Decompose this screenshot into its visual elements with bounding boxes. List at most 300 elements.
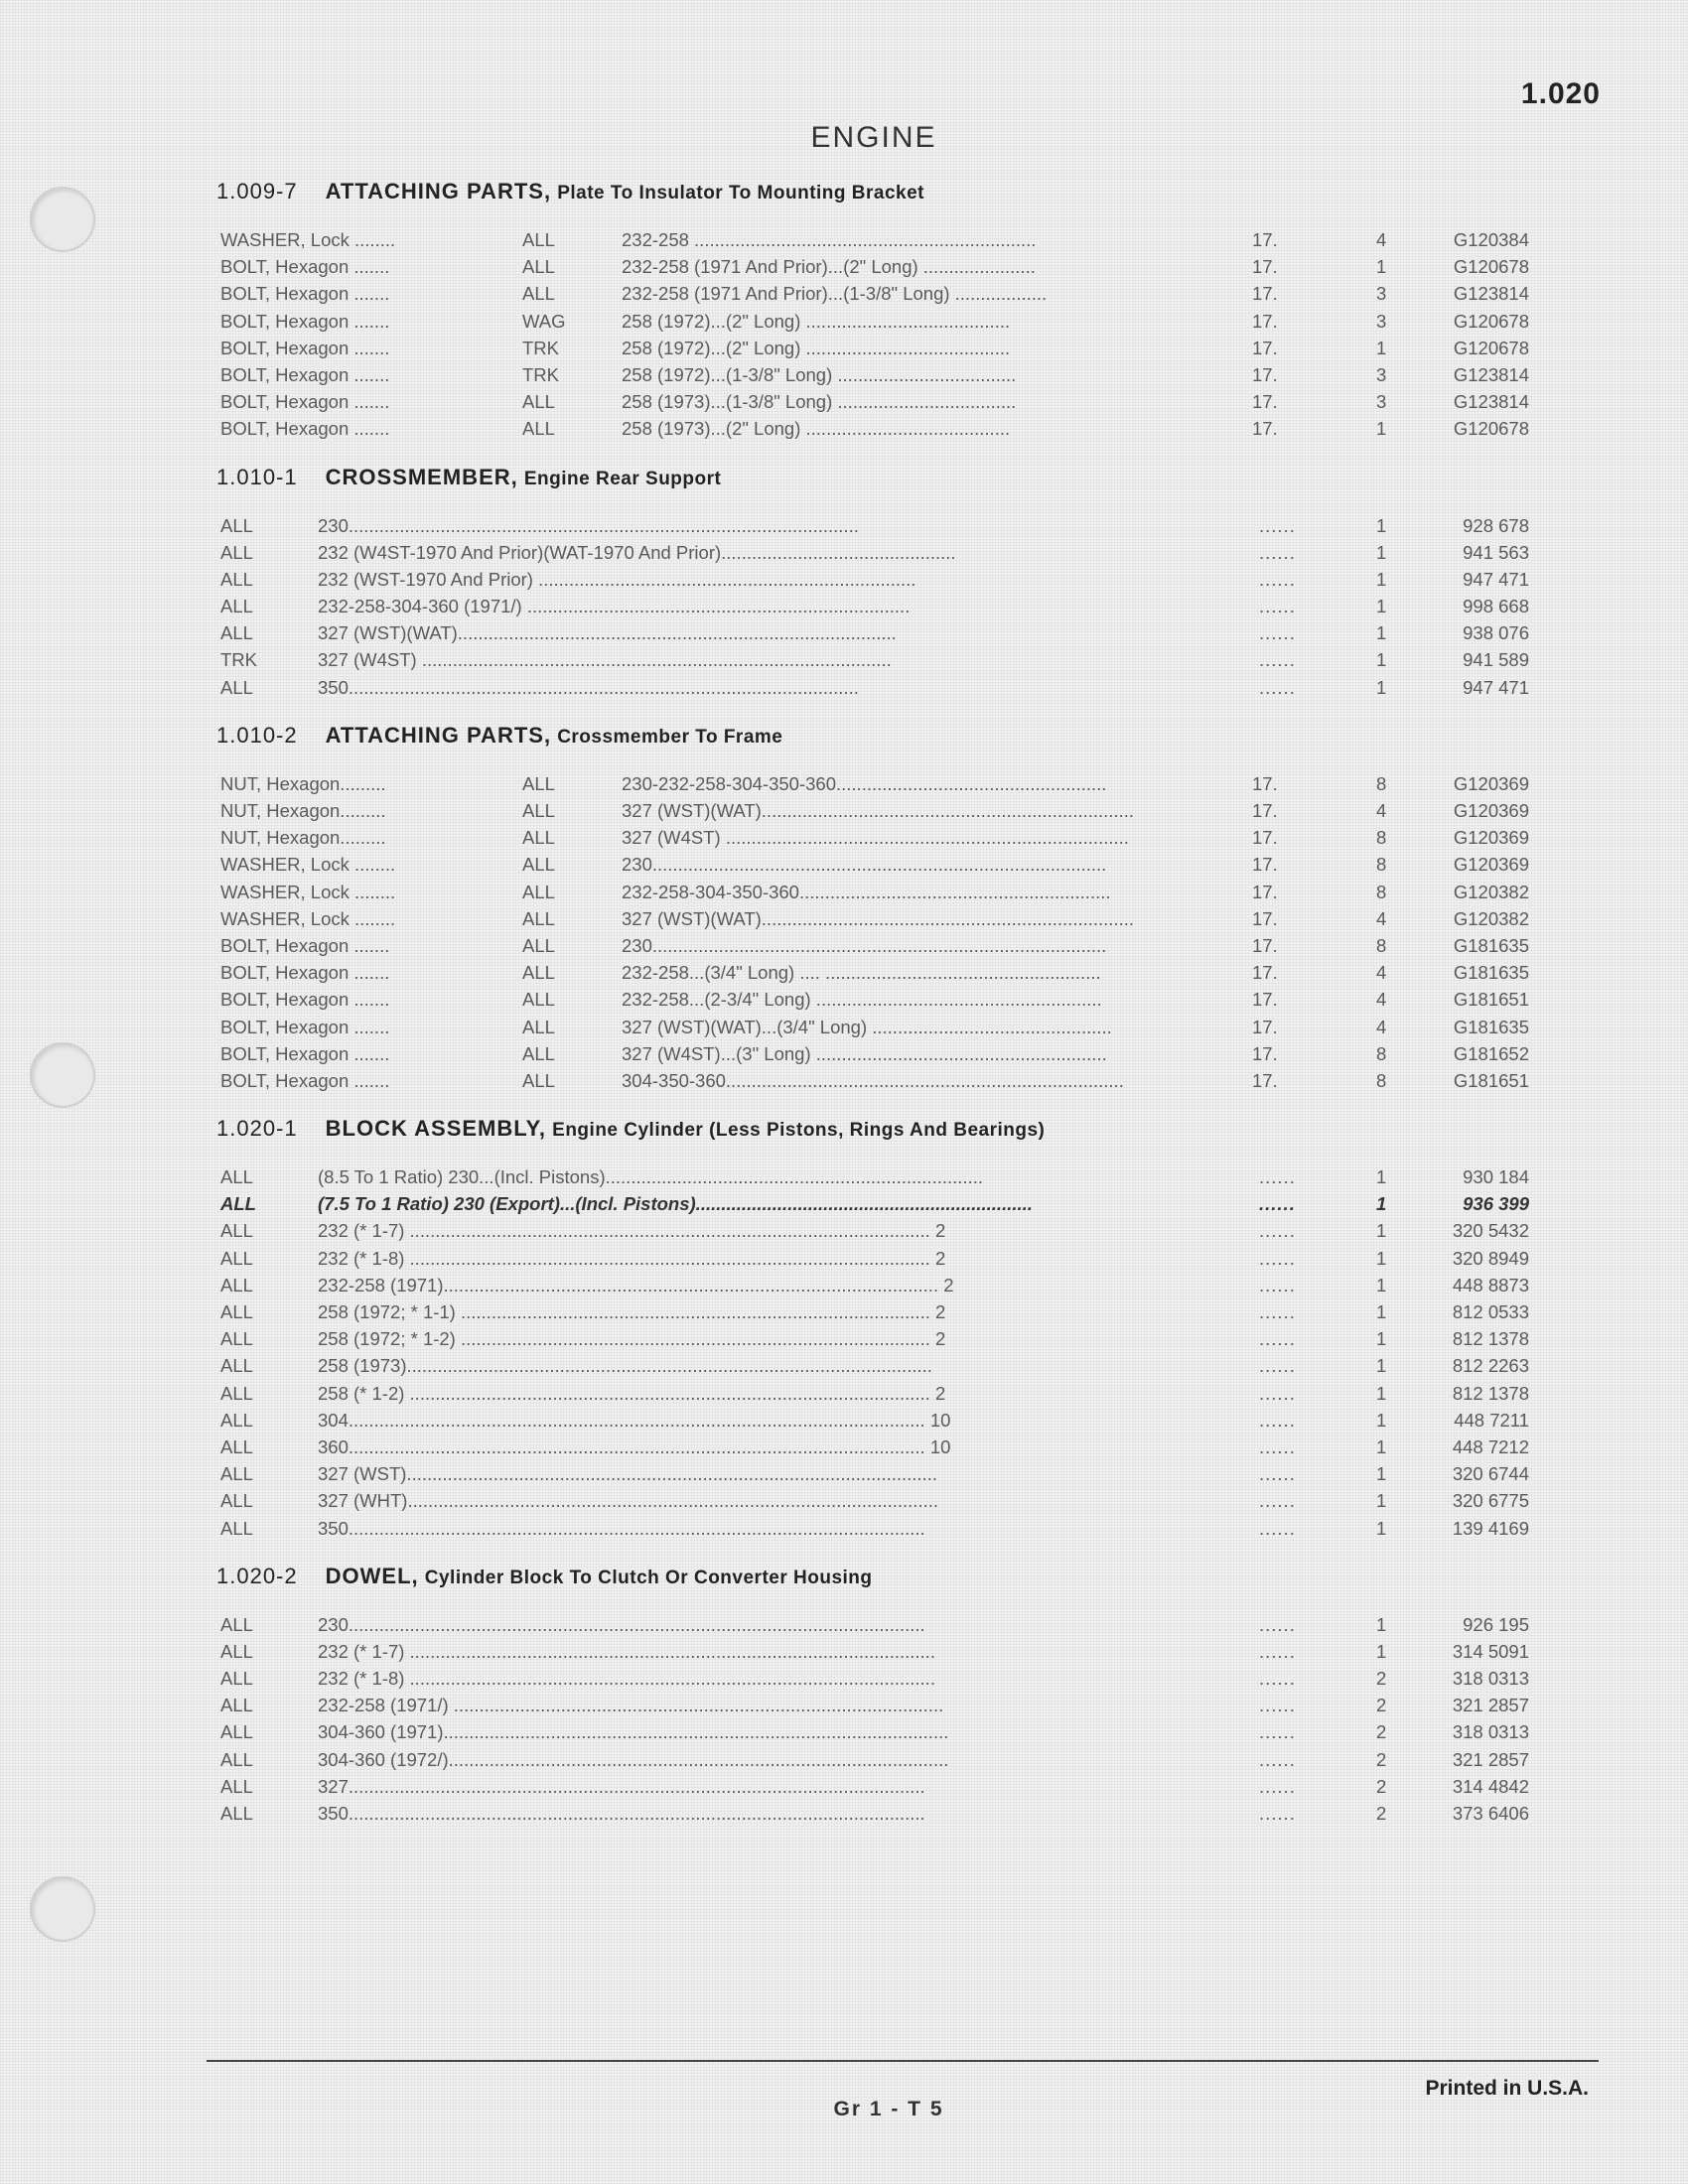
quantity: 1 xyxy=(1376,418,1387,440)
quantity: 1 xyxy=(1376,649,1387,671)
part-number: G120678 xyxy=(1453,418,1529,440)
model-code: ALL xyxy=(522,934,555,956)
parts-row xyxy=(216,797,1537,824)
group-number: 17. xyxy=(1252,989,1278,1011)
model-code: ALL xyxy=(220,622,253,644)
quantity: 2 xyxy=(1376,1803,1387,1824)
page-number: 1.020 xyxy=(1520,77,1601,110)
group-number: 17. xyxy=(1252,1016,1278,1037)
application-desc: 350.................................................................................................... xyxy=(318,676,859,698)
application-desc: 258 (1973)....................................................................................................... xyxy=(318,1355,932,1377)
model-code: ALL xyxy=(522,907,555,929)
application-desc: 327 (WST)(WAT)......................................................................... xyxy=(622,800,1135,821)
group-leader: ...... xyxy=(1259,596,1296,617)
quantity: 1 xyxy=(1376,1435,1387,1457)
model-code: ALL xyxy=(220,1640,253,1662)
part-name: WASHER, Lock ........ xyxy=(220,229,396,250)
application-desc: (8.5 To 1 Ratio) 230...(Incl. Pistons).......................................................................... xyxy=(318,1166,983,1188)
parts-row xyxy=(216,619,1537,646)
model-code: ALL xyxy=(220,1463,253,1485)
part-number: 938 076 xyxy=(1463,622,1529,644)
parts-row xyxy=(216,1746,1537,1773)
model-code: ALL xyxy=(220,1613,253,1635)
quantity: 3 xyxy=(1376,363,1387,385)
model-code: ALL xyxy=(522,827,555,849)
part-name: BOLT, Hexagon ....... xyxy=(220,418,390,440)
section-title-main: ATTACHING PARTS, xyxy=(325,179,552,204)
group-leader: ...... xyxy=(1259,568,1296,590)
section-subtitle: Crossmember To Frame xyxy=(557,726,783,748)
part-name: NUT, Hexagon......... xyxy=(220,772,386,794)
part-name: BOLT, Hexagon ....... xyxy=(220,934,390,956)
parts-row xyxy=(216,539,1537,566)
parts-row xyxy=(216,1611,1537,1638)
parts-row xyxy=(216,1298,1537,1325)
parts-row xyxy=(216,1665,1537,1692)
quantity: 2 xyxy=(1376,1668,1387,1690)
quantity: 1 xyxy=(1376,1382,1387,1404)
application-desc: 232 (W4ST-1970 And Prior)(WAT-1970 And Prior).............................................. xyxy=(318,541,956,563)
model-code: ALL xyxy=(220,1220,253,1242)
part-number: 314 5091 xyxy=(1452,1640,1529,1662)
part-number: 941 589 xyxy=(1463,649,1529,671)
part-number: 320 5432 xyxy=(1452,1220,1529,1242)
part-number: 926 195 xyxy=(1463,1613,1529,1635)
application-desc: 232-258 (1971/) ................................................................................................ xyxy=(318,1695,944,1716)
quantity: 1 xyxy=(1376,1247,1387,1269)
quantity: 8 xyxy=(1376,934,1387,956)
quantity: 3 xyxy=(1376,310,1387,332)
group-number: 17. xyxy=(1252,310,1278,332)
parts-row xyxy=(216,1515,1537,1542)
group-number: 17. xyxy=(1252,283,1278,305)
group-number: 17. xyxy=(1252,800,1278,821)
section-heading xyxy=(216,465,1537,496)
application-desc: 230-232-258-304-350-360..................................................... xyxy=(622,772,1107,794)
section-spacer xyxy=(216,701,1537,723)
group-leader: ...... xyxy=(1259,649,1296,671)
model-code: ALL xyxy=(522,772,555,794)
group-leader: ...... xyxy=(1259,676,1296,698)
parts-row xyxy=(216,1460,1537,1487)
group-leader: ...... xyxy=(1259,1355,1296,1377)
application-desc: 327 (WST)(WAT)...................................................................................... xyxy=(318,622,897,644)
quantity: 8 xyxy=(1376,1042,1387,1064)
part-number: G120384 xyxy=(1453,229,1529,250)
part-number: 448 8873 xyxy=(1452,1274,1529,1296)
quantity: 1 xyxy=(1376,1640,1387,1662)
quantity: 3 xyxy=(1376,391,1387,413)
group-number: 17. xyxy=(1252,962,1278,984)
group-leader: ...... xyxy=(1259,622,1296,644)
group-leader: ...... xyxy=(1259,1435,1296,1457)
model-code: ALL xyxy=(522,881,555,902)
group-leader: ...... xyxy=(1259,1803,1296,1824)
group-number: 17. xyxy=(1252,934,1278,956)
section-spacer xyxy=(216,1094,1537,1116)
quantity: 1 xyxy=(1376,1301,1387,1322)
application-desc: 232 (* 1-8) ...................................................................................................... 2 xyxy=(318,1247,946,1269)
part-name: NUT, Hexagon......... xyxy=(220,827,386,849)
model-code: ALL xyxy=(220,1193,256,1215)
section-heading xyxy=(216,1564,1537,1595)
application-desc: 232 (WST-1970 And Prior) .......................................................................... xyxy=(318,568,916,590)
binder-hole-bottom xyxy=(30,1876,95,1942)
part-number: 812 0533 xyxy=(1452,1301,1529,1322)
part-number: 320 8949 xyxy=(1452,1247,1529,1269)
quantity: 1 xyxy=(1376,568,1387,590)
parts-row xyxy=(216,646,1537,673)
model-code: ALL xyxy=(522,1016,555,1037)
group-leader: ...... xyxy=(1259,1193,1296,1215)
model-code: ALL xyxy=(220,1517,253,1539)
application-desc: (7.5 To 1 Ratio) 230 (Export)...(Incl. Pistons).................................................................. xyxy=(318,1193,1033,1215)
group-number: 17. xyxy=(1252,391,1278,413)
footer-printed-note: Printed in U.S.A. xyxy=(1425,2077,1589,2100)
part-number: G181635 xyxy=(1453,962,1529,984)
group-number: 17. xyxy=(1252,337,1278,358)
quantity: 1 xyxy=(1376,1355,1387,1377)
part-number: 373 6406 xyxy=(1452,1803,1529,1824)
part-name: NUT, Hexagon......... xyxy=(220,800,386,821)
parts-row xyxy=(216,280,1537,307)
footer-page-code: Gr 1 - T 5 xyxy=(833,2098,944,2120)
model-code: ALL xyxy=(220,1721,253,1743)
model-code: ALL xyxy=(220,1382,253,1404)
quantity: 4 xyxy=(1376,1016,1387,1037)
group-number: 17. xyxy=(1252,907,1278,929)
quantity: 1 xyxy=(1376,1166,1387,1188)
section-title xyxy=(326,1564,873,1589)
part-number: G123814 xyxy=(1453,391,1529,413)
model-code: ALL xyxy=(220,1748,253,1770)
application-desc: 258 (1972)...(2" Long) ........................................ xyxy=(622,310,1011,332)
part-name: BOLT, Hexagon ....... xyxy=(220,310,390,332)
group-leader: ...... xyxy=(1259,1328,1296,1350)
group-leader: ...... xyxy=(1259,1613,1296,1635)
model-code: ALL xyxy=(220,1355,253,1377)
model-code: ALL xyxy=(522,229,555,250)
model-code: ALL xyxy=(220,1775,253,1797)
parts-row xyxy=(216,986,1537,1013)
model-code: ALL xyxy=(220,1695,253,1716)
group-leader: ...... xyxy=(1259,1748,1296,1770)
parts-row xyxy=(216,566,1537,593)
quantity: 1 xyxy=(1376,1613,1387,1635)
model-code: ALL xyxy=(220,541,253,563)
quantity: 8 xyxy=(1376,881,1387,902)
parts-row xyxy=(216,959,1537,986)
parts-row xyxy=(216,905,1537,932)
section-title xyxy=(326,723,783,749)
part-name: BOLT, Hexagon ....... xyxy=(220,337,390,358)
model-code: ALL xyxy=(220,1668,253,1690)
group-leader: ...... xyxy=(1259,1274,1296,1296)
application-desc: 360................................................................................................................. 10 xyxy=(318,1435,951,1457)
section-number: 1.020-1 xyxy=(216,1116,298,1142)
model-code: ALL xyxy=(220,1274,253,1296)
model-code: ALL xyxy=(220,1166,253,1188)
catalog-section xyxy=(216,723,1537,1116)
quantity: 1 xyxy=(1376,541,1387,563)
part-number: G123814 xyxy=(1453,283,1529,305)
model-code: ALL xyxy=(522,256,555,278)
part-number: G181635 xyxy=(1453,934,1529,956)
quantity: 1 xyxy=(1376,1409,1387,1431)
application-desc: 232 (* 1-7) ....................................................................................................... xyxy=(318,1640,935,1662)
group-leader: ...... xyxy=(1259,1301,1296,1322)
section-subtitle: Engine Rear Support xyxy=(523,468,722,489)
part-number: G120678 xyxy=(1453,310,1529,332)
model-code: ALL xyxy=(522,800,555,821)
binder-hole-top xyxy=(30,187,95,252)
part-name: BOLT, Hexagon ....... xyxy=(220,989,390,1011)
parts-row xyxy=(216,1380,1537,1407)
part-number: 998 668 xyxy=(1463,596,1529,617)
part-number: 928 678 xyxy=(1463,514,1529,536)
catalog-section xyxy=(216,1116,1537,1564)
section-spacer xyxy=(216,1827,1537,1848)
section-subtitle: Cylinder Block To Clutch Or Converter Housing xyxy=(424,1567,873,1588)
part-number: 812 1378 xyxy=(1452,1382,1529,1404)
part-number: G120678 xyxy=(1453,337,1529,358)
part-name: WASHER, Lock ........ xyxy=(220,881,396,902)
model-code: ALL xyxy=(220,1328,253,1350)
parts-row xyxy=(216,932,1537,959)
parts-row xyxy=(216,879,1537,905)
group-number: 17. xyxy=(1252,772,1278,794)
part-number: 947 471 xyxy=(1463,676,1529,698)
application-desc: 232-258 ................................................................... xyxy=(622,229,1037,250)
model-code: ALL xyxy=(522,1069,555,1091)
section-title xyxy=(326,465,722,490)
group-number: 17. xyxy=(1252,418,1278,440)
part-number: 947 471 xyxy=(1463,568,1529,590)
part-number: 812 2263 xyxy=(1452,1355,1529,1377)
group-leader: ...... xyxy=(1259,514,1296,536)
parts-row xyxy=(216,308,1537,335)
parts-row xyxy=(216,335,1537,361)
section-heading xyxy=(216,723,1537,754)
application-desc: 232-258 (1971 And Prior)...(1-3/8" Long) .................. xyxy=(622,283,1048,305)
quantity: 1 xyxy=(1376,1193,1387,1215)
application-desc: 258 (1972)...(2" Long) ........................................ xyxy=(622,337,1011,358)
section-number: 1.020-2 xyxy=(216,1563,298,1588)
footer-rule xyxy=(207,2060,1599,2062)
model-code: ALL xyxy=(220,1490,253,1512)
group-leader: ...... xyxy=(1259,1640,1296,1662)
application-desc: 232-258-304-360 (1971/) ........................................................................... xyxy=(318,596,911,617)
application-desc: 232-258-304-350-360............................................................. xyxy=(622,881,1111,902)
application-desc: 304-360 (1972/).................................................................................................. xyxy=(318,1748,949,1770)
part-name: BOLT, Hexagon ....... xyxy=(220,1042,390,1064)
group-leader: ...... xyxy=(1259,1166,1296,1188)
section-spacer xyxy=(216,443,1537,465)
part-number: 941 563 xyxy=(1463,541,1529,563)
model-code: ALL xyxy=(220,1803,253,1824)
application-desc: 230.................................................................................................... xyxy=(318,514,859,536)
model-code: ALL xyxy=(522,854,555,876)
model-code: TRK xyxy=(220,649,257,671)
parts-row xyxy=(216,253,1537,280)
application-desc: 230......................................................................................... xyxy=(622,854,1107,876)
quantity: 1 xyxy=(1376,1517,1387,1539)
quantity: 1 xyxy=(1376,256,1387,278)
application-desc: 327 (W4ST) ............................................................................................ xyxy=(318,649,892,671)
parts-row xyxy=(216,361,1537,388)
catalog-section xyxy=(216,465,1537,723)
model-code: ALL xyxy=(522,1042,555,1064)
group-number: 17. xyxy=(1252,881,1278,902)
quantity: 1 xyxy=(1376,1490,1387,1512)
model-code: ALL xyxy=(220,596,253,617)
model-code: ALL xyxy=(220,1409,253,1431)
application-desc: 350................................................................................................................. xyxy=(318,1517,925,1539)
application-desc: 304................................................................................................................. 10 xyxy=(318,1409,951,1431)
section-title-main: CROSSMEMBER, xyxy=(325,464,518,489)
part-number: G181651 xyxy=(1453,1069,1529,1091)
parts-row xyxy=(216,1718,1537,1745)
quantity: 8 xyxy=(1376,827,1387,849)
quantity: 1 xyxy=(1376,1328,1387,1350)
model-code: ALL xyxy=(220,1247,253,1269)
quantity: 8 xyxy=(1376,1069,1387,1091)
parts-row xyxy=(216,1800,1537,1827)
parts-row xyxy=(216,1040,1537,1067)
parts-row xyxy=(216,1190,1537,1217)
quantity: 2 xyxy=(1376,1775,1387,1797)
part-number: 320 6744 xyxy=(1452,1463,1529,1485)
part-number: 139 4169 xyxy=(1452,1517,1529,1539)
parts-row xyxy=(216,1325,1537,1352)
quantity: 3 xyxy=(1376,283,1387,305)
application-desc: 258 (* 1-2) ...................................................................................................... 2 xyxy=(318,1382,946,1404)
parts-row xyxy=(216,415,1537,442)
parts-row xyxy=(216,1272,1537,1298)
group-leader: ...... xyxy=(1259,1721,1296,1743)
group-leader: ...... xyxy=(1259,541,1296,563)
group-number: 17. xyxy=(1252,854,1278,876)
quantity: 4 xyxy=(1376,800,1387,821)
catalog-section xyxy=(216,179,1537,465)
part-number: G120382 xyxy=(1453,881,1529,902)
section-title-main: BLOCK ASSEMBLY, xyxy=(325,1116,547,1142)
application-desc: 232 (* 1-7) ...................................................................................................... 2 xyxy=(318,1220,946,1242)
section-title-main: ATTACHING PARTS, xyxy=(325,722,552,748)
parts-row xyxy=(216,770,1537,797)
application-desc: 232-258...(2-3/4" Long) ........................................................ xyxy=(622,989,1102,1011)
quantity: 1 xyxy=(1376,514,1387,536)
page-title: ENGINE xyxy=(810,121,937,154)
parts-catalog xyxy=(216,179,1537,1848)
parts-row xyxy=(216,388,1537,415)
application-desc: 304-360 (1971)................................................................................................... xyxy=(318,1721,949,1743)
quantity: 4 xyxy=(1376,229,1387,250)
part-number: G120382 xyxy=(1453,907,1529,929)
model-code: ALL xyxy=(522,989,555,1011)
parts-row xyxy=(216,1487,1537,1514)
part-name: BOLT, Hexagon ....... xyxy=(220,256,390,278)
parts-row xyxy=(216,1692,1537,1718)
group-leader: ...... xyxy=(1259,1490,1296,1512)
parts-row xyxy=(216,1245,1537,1272)
model-code: ALL xyxy=(220,568,253,590)
application-desc: 258 (1973)...(1-3/8" Long) ................................... xyxy=(622,391,1017,413)
section-heading xyxy=(216,179,1537,210)
section-number: 1.010-2 xyxy=(216,722,298,748)
section-title-main: DOWEL, xyxy=(325,1563,419,1588)
quantity: 4 xyxy=(1376,962,1387,984)
part-number: G181651 xyxy=(1453,989,1529,1011)
parts-row xyxy=(216,1067,1537,1094)
part-name: WASHER, Lock ........ xyxy=(220,854,396,876)
quantity: 2 xyxy=(1376,1695,1387,1716)
group-leader: ...... xyxy=(1259,1382,1296,1404)
application-desc: 230......................................................................................... xyxy=(622,934,1107,956)
part-number: G123814 xyxy=(1453,363,1529,385)
model-code: TRK xyxy=(522,337,559,358)
parts-row xyxy=(216,1217,1537,1244)
part-number: 321 2857 xyxy=(1452,1695,1529,1716)
part-number: G120369 xyxy=(1453,854,1529,876)
parts-row xyxy=(216,226,1537,253)
application-desc: 327 (WST)(WAT)......................................................................... xyxy=(622,907,1135,929)
quantity: 8 xyxy=(1376,854,1387,876)
model-code: ALL xyxy=(522,962,555,984)
section-number: 1.009-7 xyxy=(216,179,298,204)
parts-row xyxy=(216,1014,1537,1040)
group-number: 17. xyxy=(1252,827,1278,849)
quantity: 2 xyxy=(1376,1721,1387,1743)
application-desc: 258 (1973)...(2" Long) ........................................ xyxy=(622,418,1011,440)
section-title xyxy=(326,1116,1046,1142)
quantity: 1 xyxy=(1376,622,1387,644)
quantity: 1 xyxy=(1376,337,1387,358)
quantity: 2 xyxy=(1376,1748,1387,1770)
group-leader: ...... xyxy=(1259,1517,1296,1539)
parts-row xyxy=(216,1638,1537,1665)
application-desc: 232-258 (1971)................................................................................................. 2 xyxy=(318,1274,954,1296)
section-spacer xyxy=(216,1542,1537,1564)
section-subtitle: Engine Cylinder (Less Pistons, Rings And Bearings) xyxy=(552,1120,1046,1142)
part-number: G120678 xyxy=(1453,256,1529,278)
group-leader: ...... xyxy=(1259,1247,1296,1269)
group-number: 17. xyxy=(1252,229,1278,250)
part-number: 812 1378 xyxy=(1452,1328,1529,1350)
part-name: BOLT, Hexagon ....... xyxy=(220,283,390,305)
quantity: 4 xyxy=(1376,989,1387,1011)
quantity: 4 xyxy=(1376,907,1387,929)
application-desc: 350................................................................................................................. xyxy=(318,1803,925,1824)
quantity: 1 xyxy=(1376,676,1387,698)
part-number: 318 0313 xyxy=(1452,1668,1529,1690)
part-name: BOLT, Hexagon ....... xyxy=(220,391,390,413)
parts-row xyxy=(216,1773,1537,1800)
binder-hole-middle xyxy=(30,1042,95,1108)
group-leader: ...... xyxy=(1259,1775,1296,1797)
section-title xyxy=(326,179,924,205)
application-desc: 230................................................................................................................. xyxy=(318,1613,925,1635)
application-desc: 304-350-360.............................................................................. xyxy=(622,1069,1124,1091)
group-number: 17. xyxy=(1252,256,1278,278)
part-number: 448 7212 xyxy=(1452,1435,1529,1457)
part-name: BOLT, Hexagon ....... xyxy=(220,1016,390,1037)
part-name: BOLT, Hexagon ....... xyxy=(220,962,390,984)
application-desc: 327 (WHT)........................................................................................................ xyxy=(318,1490,938,1512)
section-subtitle: Plate To Insulator To Mounting Bracket xyxy=(557,183,925,204)
application-desc: 232-258...(3/4" Long) .... ...................................................... xyxy=(622,962,1101,984)
section-number: 1.010-1 xyxy=(216,464,298,489)
